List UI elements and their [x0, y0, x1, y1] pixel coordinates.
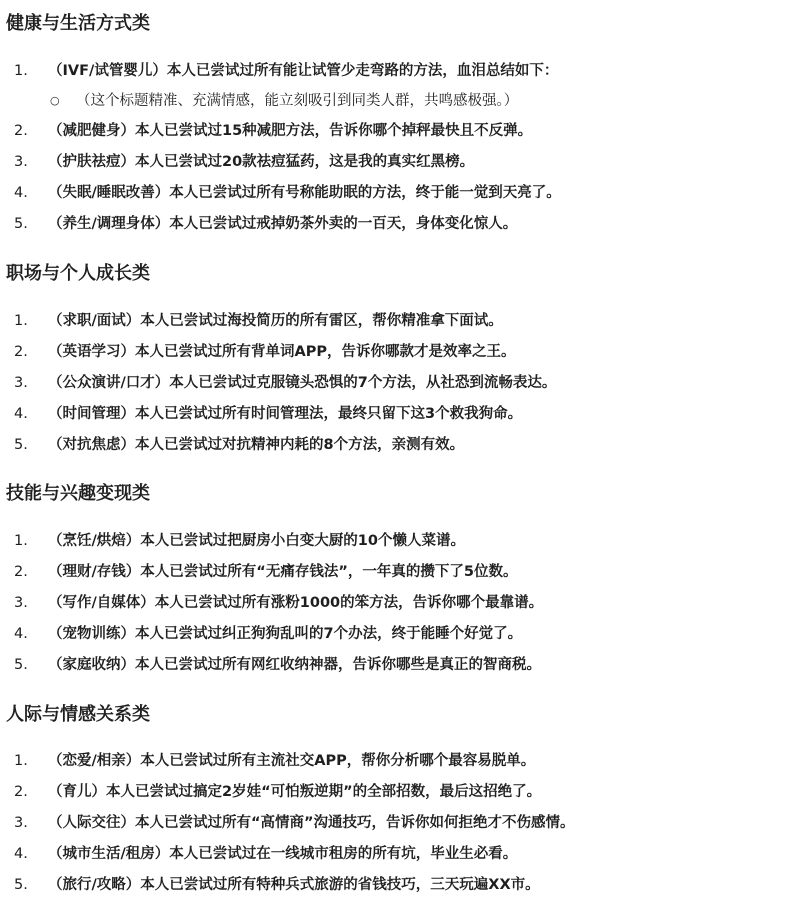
item-number: 1.	[14, 313, 28, 329]
item-number: 2.	[14, 564, 28, 580]
item-text: （宠物训练）本人已尝试过纠正狗狗乱叫的7个办法，终于能睡个好觉了。	[48, 626, 523, 642]
item-text: （IVF/试管婴儿）本人已尝试过所有能让试管少走弯路的方法，血泪总结如下：	[48, 63, 559, 79]
item-number: 1.	[14, 753, 28, 769]
item-number: 2.	[14, 344, 28, 360]
item-text: （养生/调理身体）本人已尝试过戒掉奶茶外卖的一百天，身体变化惊人。	[48, 216, 518, 232]
item-number: 1.	[14, 533, 28, 549]
item-number: 5.	[14, 437, 28, 453]
item-number: 5.	[14, 216, 28, 232]
section-title-health: 健康与生活方式类	[6, 13, 150, 34]
item-text: （时间管理）本人已尝试过所有时间管理法，最终只留下这3个救我狗命。	[48, 406, 523, 422]
item-number: 2.	[14, 784, 28, 800]
item-number: 3.	[14, 595, 28, 611]
item-number: 1.	[14, 63, 28, 79]
item-text: （英语学习）本人已尝试过所有背单词APP，告诉你哪款才是效率之王。	[48, 344, 516, 360]
item-number: 4.	[14, 626, 28, 642]
item-number: 5.	[14, 877, 28, 893]
item-text: （人际交往）本人已尝试过所有“高情商”沟通技巧，告诉你如何拒绝才不伤感情。	[48, 815, 575, 831]
item-text: （恋爱/相亲）本人已尝试过所有主流社交APP，帮你分析哪个最容易脱单。	[48, 753, 536, 769]
sub-item-text: （这个标题精准、充满情感，能立刻吸引到同类人群，共鸣感极强。）	[76, 93, 519, 109]
item-text: （对抗焦虑）本人已尝试过对抗精神内耗的8个方法，亲测有效。	[48, 437, 465, 453]
item-number: 3.	[14, 154, 28, 170]
item-text: （家庭收纳）本人已尝试过所有网红收纳神器，告诉你哪些是真正的智商税。	[48, 657, 541, 673]
item-text: （减肥健身）本人已尝试过15种减肥方法，告诉你哪个掉秤最快且不反弹。	[48, 123, 533, 139]
section-title-career: 职场与个人成长类	[6, 263, 150, 284]
item-text: （旅行/攻略）本人已尝试过所有特种兵式旅游的省钱技巧，三天玩遍XX市。	[48, 877, 540, 893]
item-text: （育儿）本人已尝试过搞定2岁娃“可怕叛逆期”的全部招数，最后这招绝了。	[48, 784, 542, 800]
item-number: 4.	[14, 406, 28, 422]
section-title-skills: 技能与兴趣变现类	[6, 483, 150, 504]
item-number: 5.	[14, 657, 28, 673]
item-text: （求职/面试）本人已尝试过海投简历的所有雷区，帮你精准拿下面试。	[48, 313, 503, 329]
item-number: 2.	[14, 123, 28, 139]
item-number: 3.	[14, 375, 28, 391]
item-text: （烹饪/烘焙）本人已尝试过把厨房小白变大厨的10个懒人菜谱。	[48, 533, 465, 549]
item-text: （公众演讲/口才）本人已尝试过克服镜头恐惧的7个方法，从社恐到流畅表达。	[48, 375, 557, 391]
hollow-circle-bullet-icon: ○	[50, 94, 60, 107]
item-text: （写作/自媒体）本人已尝试过所有涨粉1000的笨方法，告诉你哪个最靠谱。	[48, 595, 544, 611]
item-text: （理财/存钱）本人已尝试过所有“无痛存钱法”，一年真的攒下了5位数。	[48, 564, 518, 580]
section-title-relationships: 人际与情感关系类	[6, 704, 150, 725]
item-text: （失眠/睡眠改善）本人已尝试过所有号称能助眠的方法，终于能一觉到天亮了。	[48, 185, 561, 201]
item-text: （城市生活/租房）本人已尝试过在一线城市租房的所有坑，毕业生必看。	[48, 846, 518, 862]
item-number: 3.	[14, 815, 28, 831]
item-number: 4.	[14, 185, 28, 201]
item-number: 4.	[14, 846, 28, 862]
item-text: （护肤祛痘）本人已尝试过20款祛痘猛药，这是我的真实红黑榜。	[48, 154, 475, 170]
